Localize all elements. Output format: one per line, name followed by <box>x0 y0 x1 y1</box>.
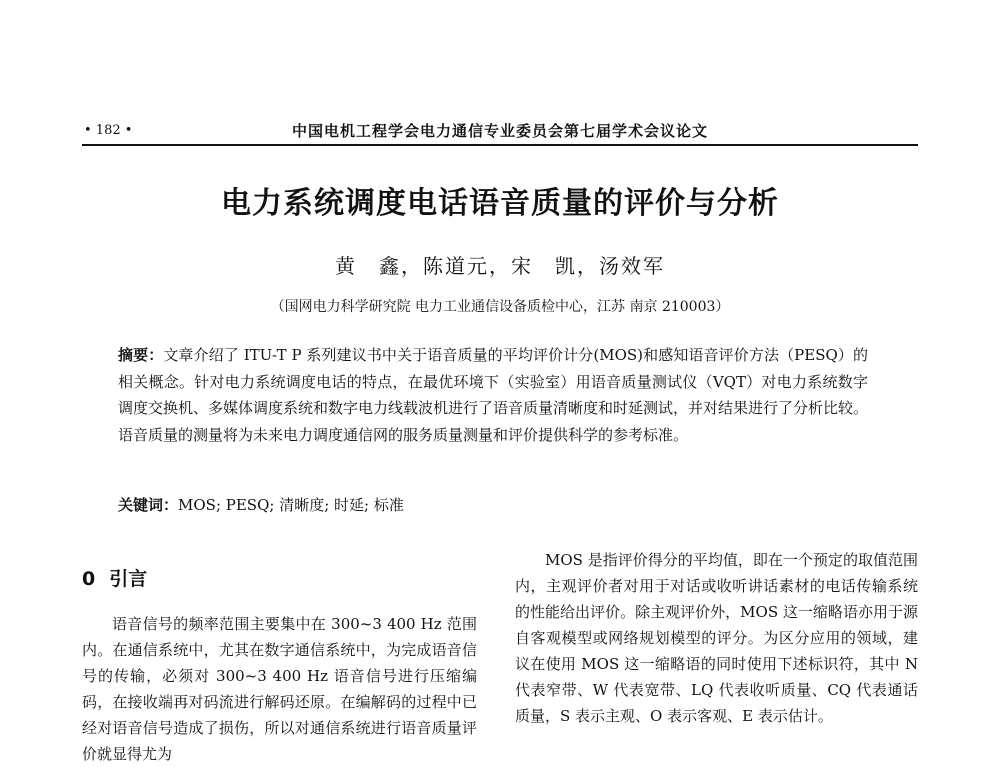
abstract-text: 文章介绍了 ITU-T P 系列建议书中关于语音质量的平均评价计分(MOS)和感知语音评价方法（PESQ）的相关概念。针对电力系统调度电话的特点，在最优环境下（实验室）用语音质量测试仪（VQT）对电力系统数字调度交换机、多媒体调度系统和数字电力线载波机进行了语音质量清晰度和时延测试，并对结果进行了分析比较。语音质量的测量将为未来电力调度通信网的服务质量测量和评价提供科学的参考标准。 <box>118 346 869 444</box>
left-column <box>82 560 477 767</box>
abstract <box>118 342 868 448</box>
keywords-label: 关键词： <box>118 496 179 514</box>
paper-title: 电力系统调度电话语音质量的评价与分析 <box>221 186 779 221</box>
right-column-paragraph: MOS 是指评价得分的平均值，即在一个预定的取值范围内，主观评价者对用于对话或收听讲话素材的电话传输系统的性能给出评价。除主观评价外，MOS 这一缩略语亦用于源自客观模型或网络规划模型的评分。为区分应用的领域，建议在使用 MOS 这一缩略语的同时使用下述标识符，其中 N 代表窄带、W 代表宽带、LQ 代表收听质量、CQ 代表通话质量，S 表示主观、O 表示客观、E 表示估计。 <box>515 551 918 725</box>
affiliation: （国网电力科学研究院 电力工业通信设备质检中心，江苏 南京 210003） <box>270 299 730 315</box>
running-header <box>82 120 918 144</box>
header-rule <box>82 144 918 146</box>
intro-paragraph: 语音信号的频率范围主要集中在 300~3 400 Hz 范围内。在通信系统中，尤其在数字通信系统中，为完成语音信号的传输，必须对 300~3 400 Hz 语音信号进行压缩编码，在接收端再对码流进行解码还原。在编解码的过程中已经对语音信号造成了损伤，所以对通信系统进行语音质量评价就显得尤为 <box>82 615 477 763</box>
keywords <box>118 494 868 515</box>
abstract-label: 摘要： <box>118 346 164 364</box>
section-number: 0 <box>82 568 96 590</box>
page-number: • 182 • <box>84 123 133 138</box>
journal-title: 中国电机工程学会电力通信专业委员会第七届学术会议论文 <box>291 122 708 140</box>
authors: 黄 鑫，陈道元，宋 凯，汤效军 <box>335 254 665 278</box>
section-title: 引言 <box>109 568 148 590</box>
section-heading <box>82 564 477 591</box>
keywords-text: MOS; PESQ; 清晰度; 时延; 标准 <box>178 496 404 514</box>
